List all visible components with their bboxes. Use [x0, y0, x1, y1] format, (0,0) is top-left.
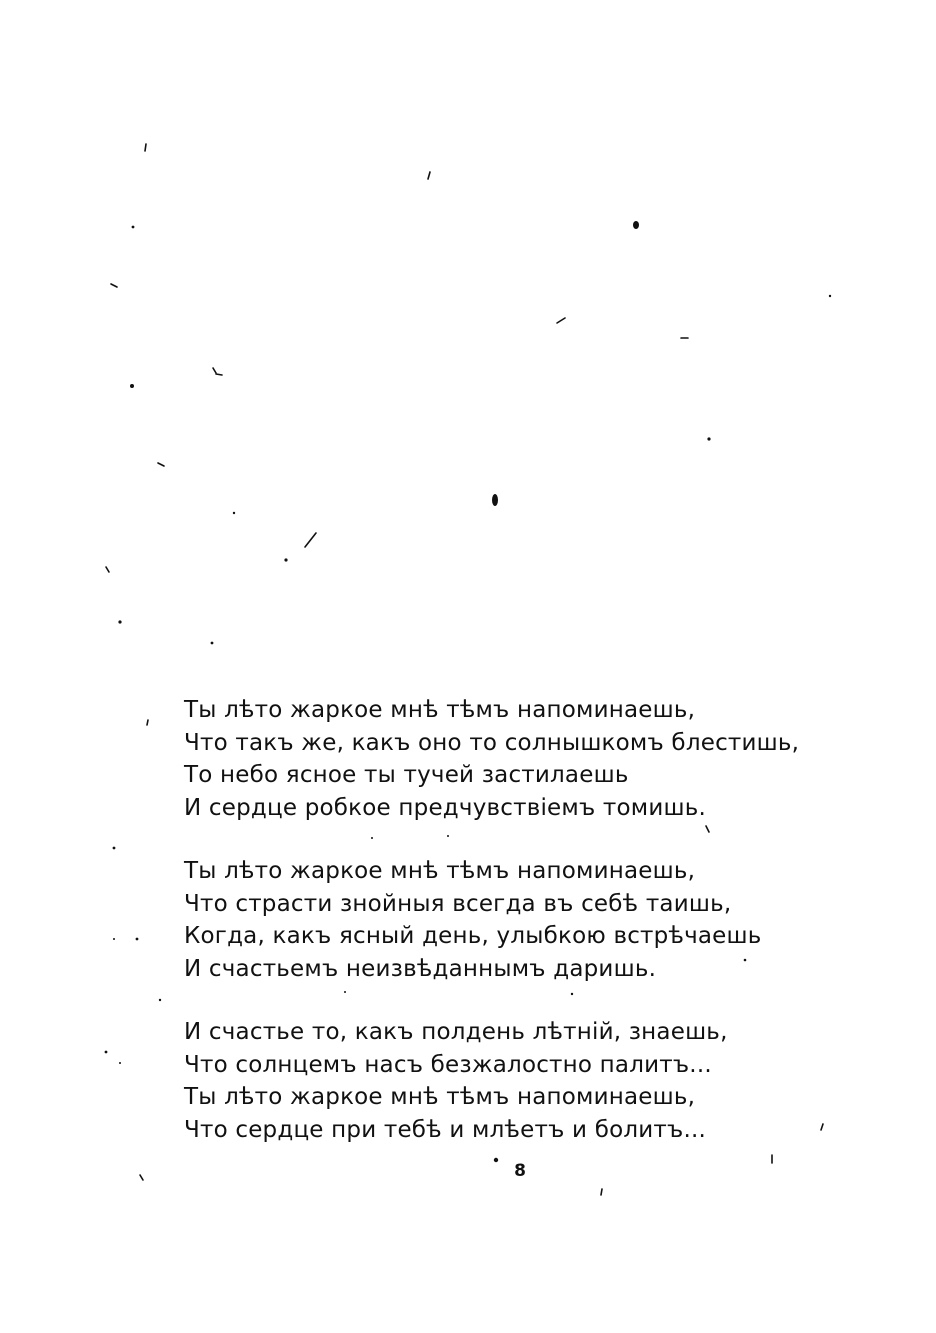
poem-line: Когда, какъ ясный день, улыбкою встрѣчаешь	[184, 923, 762, 949]
poem-line: И счастье то, какъ полдень лѣтній, знаешь,	[184, 1019, 728, 1045]
page-number: 8	[514, 1161, 526, 1181]
stanza	[184, 1016, 884, 1146]
poem-line: Ты лѣто жаркое мнѣ тѣмъ напоминаешь,	[184, 858, 696, 884]
poem-line: И счастьемъ неизвѣданнымъ даришь.	[184, 955, 657, 982]
poem-line: Что такъ же, какъ оно то солнышкомъ блестишь,	[184, 729, 800, 756]
stanza	[184, 694, 884, 824]
poem-line: Ты лѣто жаркое мнѣ тѣмъ напоминаешь,	[184, 1084, 696, 1110]
poem-line: Что солнцемъ насъ безжалостно палитъ...	[184, 1051, 712, 1078]
poem	[184, 694, 884, 1177]
poem-line: Что страсти знойныя всегда въ себѣ таишь,	[184, 890, 732, 917]
stanza	[184, 855, 884, 985]
poem-line: То небо ясное ты тучей застилаешь	[184, 762, 629, 788]
poem-line: И сердце робкое предчувствіемъ томишь.	[184, 794, 706, 821]
poem-line: Что сердце при тебѣ и млѣетъ и болитъ...	[184, 1116, 706, 1143]
poem-line: Ты лѣто жаркое мнѣ тѣмъ напоминаешь,	[184, 697, 696, 723]
